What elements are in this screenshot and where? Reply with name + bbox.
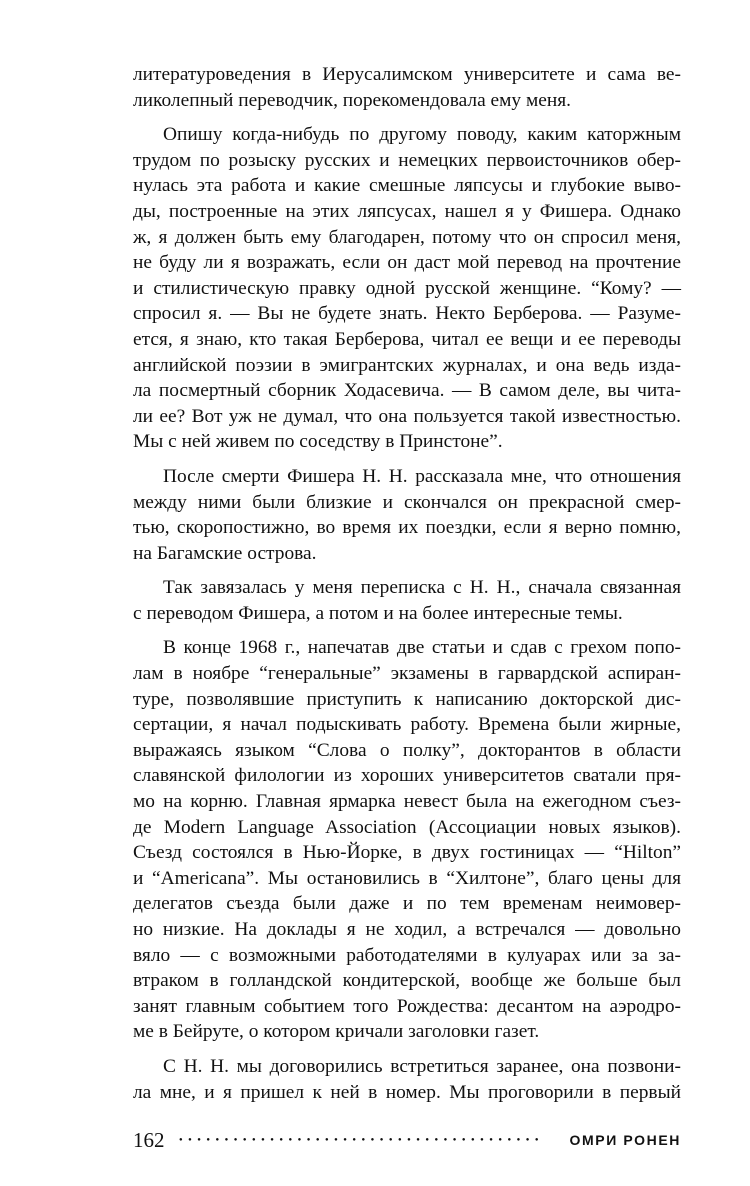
text-line: и стилистическую правку одной русской женщине. “Кому? — xyxy=(133,277,681,299)
text-line: Мы с ней живем по соседству в Принстоне”. xyxy=(133,431,503,453)
text-line: С Н. Н. мы договорились встретиться заранее, она позвони- xyxy=(163,1055,681,1077)
paragraph xyxy=(133,575,681,626)
paragraph xyxy=(133,122,681,455)
text-line: сертации, я начал подыскивать работу. Времена были жирные, xyxy=(133,714,681,736)
text-line: де Modern Language Association (Ассоциации новых языков). xyxy=(133,816,681,838)
body-text xyxy=(133,62,681,1105)
text-line: мо на корню. Главная ярмарка невест была на ежегодном съез- xyxy=(133,791,681,813)
text-line: ли ее? Вот уж не думал, что она пользуется такой известностью. xyxy=(133,405,681,427)
text-line: с переводом Фишера, а потом и на более интересные темы. xyxy=(133,602,623,624)
text-line: Так завязалась у меня переписка с Н. Н., сначала связанная xyxy=(163,577,681,599)
text-line: ж, я должен быть ему благодарен, потому что он спросил меня, xyxy=(133,226,681,248)
text-line: ды, построенные на этих ляпсусах, нашел я у Фишера. Однако xyxy=(133,200,681,222)
text-line: славянской филологии из хороших университетов сватали пря- xyxy=(133,765,681,787)
text-line: нулась эта работа и какие смешные ляпсусы и глубокие выво- xyxy=(133,175,681,197)
text-line: После смерти Фишера Н. Н. рассказала мне, что отношения xyxy=(163,465,681,487)
text-line: ла посмертный сборник Ходасевича. — В самом деле, вы чита- xyxy=(133,380,681,402)
text-line: делегатов съезда были даже и по тем временам неимовер- xyxy=(133,893,681,915)
text-line: не буду ли я возражать, если он даст мой перевод на прочтение xyxy=(133,252,681,274)
text-line: ется, я знаю, кто такая Берберова, читал ее вещи и ее переводы xyxy=(133,328,681,350)
text-line: втраком в голландской кондитерской, вообще же больше был xyxy=(133,970,681,992)
paragraph xyxy=(133,464,681,566)
text-line: трудом по розыску русских и немецких первоисточников обер- xyxy=(133,149,681,171)
text-line: лам в ноябре “генеральные” экзамены в гарвардской аспиран- xyxy=(133,663,681,685)
text-line: Съезд состоялся в Нью-Йорке, в двух гостиницах — “Hilton” xyxy=(133,842,681,864)
page-footer xyxy=(133,1128,681,1152)
text-line: английской поэзии в эмигрантских журналах, и она ведь изда- xyxy=(133,354,681,376)
text-line: занят главным событием того Рождества: десантом на аэродро- xyxy=(133,995,681,1017)
text-line: тью, скоропостижно, во время их поездки, если я верно помню, xyxy=(133,517,681,539)
text-line: спросил я. — Вы не будете знать. Некто Берберова. — Разуме- xyxy=(133,303,681,325)
text-line: ме в Бейруте, о котором кричали заголовки газет. xyxy=(133,1021,540,1043)
text-line: и “Americana”. Мы остановились в “Хилтоне”, благо цены для xyxy=(133,867,681,889)
dotted-leader xyxy=(179,1128,541,1152)
text-line: Опишу когда-нибудь по другому поводу, каким каторжным xyxy=(163,124,681,146)
text-line: ла мне, и я пришел к ней в номер. Мы проговорили в первый xyxy=(133,1081,681,1103)
paragraph xyxy=(133,635,681,1045)
text-line: вяло — с возможными работодателями в кулуарах или за за- xyxy=(133,944,681,966)
text-line: выражаясь языком “Слова о полку”, докторантов в области xyxy=(133,739,681,761)
text-line: ликолепный переводчик, порекомендовала ему меня. xyxy=(133,89,571,111)
text-line: В конце 1968 г., напечатав две статьи и сдав с грехом попо- xyxy=(163,637,681,659)
paragraph xyxy=(133,1054,681,1105)
running-head-author: ОМРИ РОНЕН xyxy=(569,1132,681,1148)
page-number: 162 xyxy=(133,1128,165,1152)
text-line: литературоведения в Иерусалимском университете и сама ве- xyxy=(133,64,681,85)
text-line: но низкие. На доклады я не ходил, а встречался — довольно xyxy=(133,919,681,940)
text-line: туре, позволявшие приступить к написанию докторской дис- xyxy=(133,688,681,710)
text-line: между ними были близкие и скончался он прекрасной смер- xyxy=(133,491,681,513)
text-line: на Багамские острова. xyxy=(133,542,317,564)
paragraph xyxy=(133,62,681,113)
